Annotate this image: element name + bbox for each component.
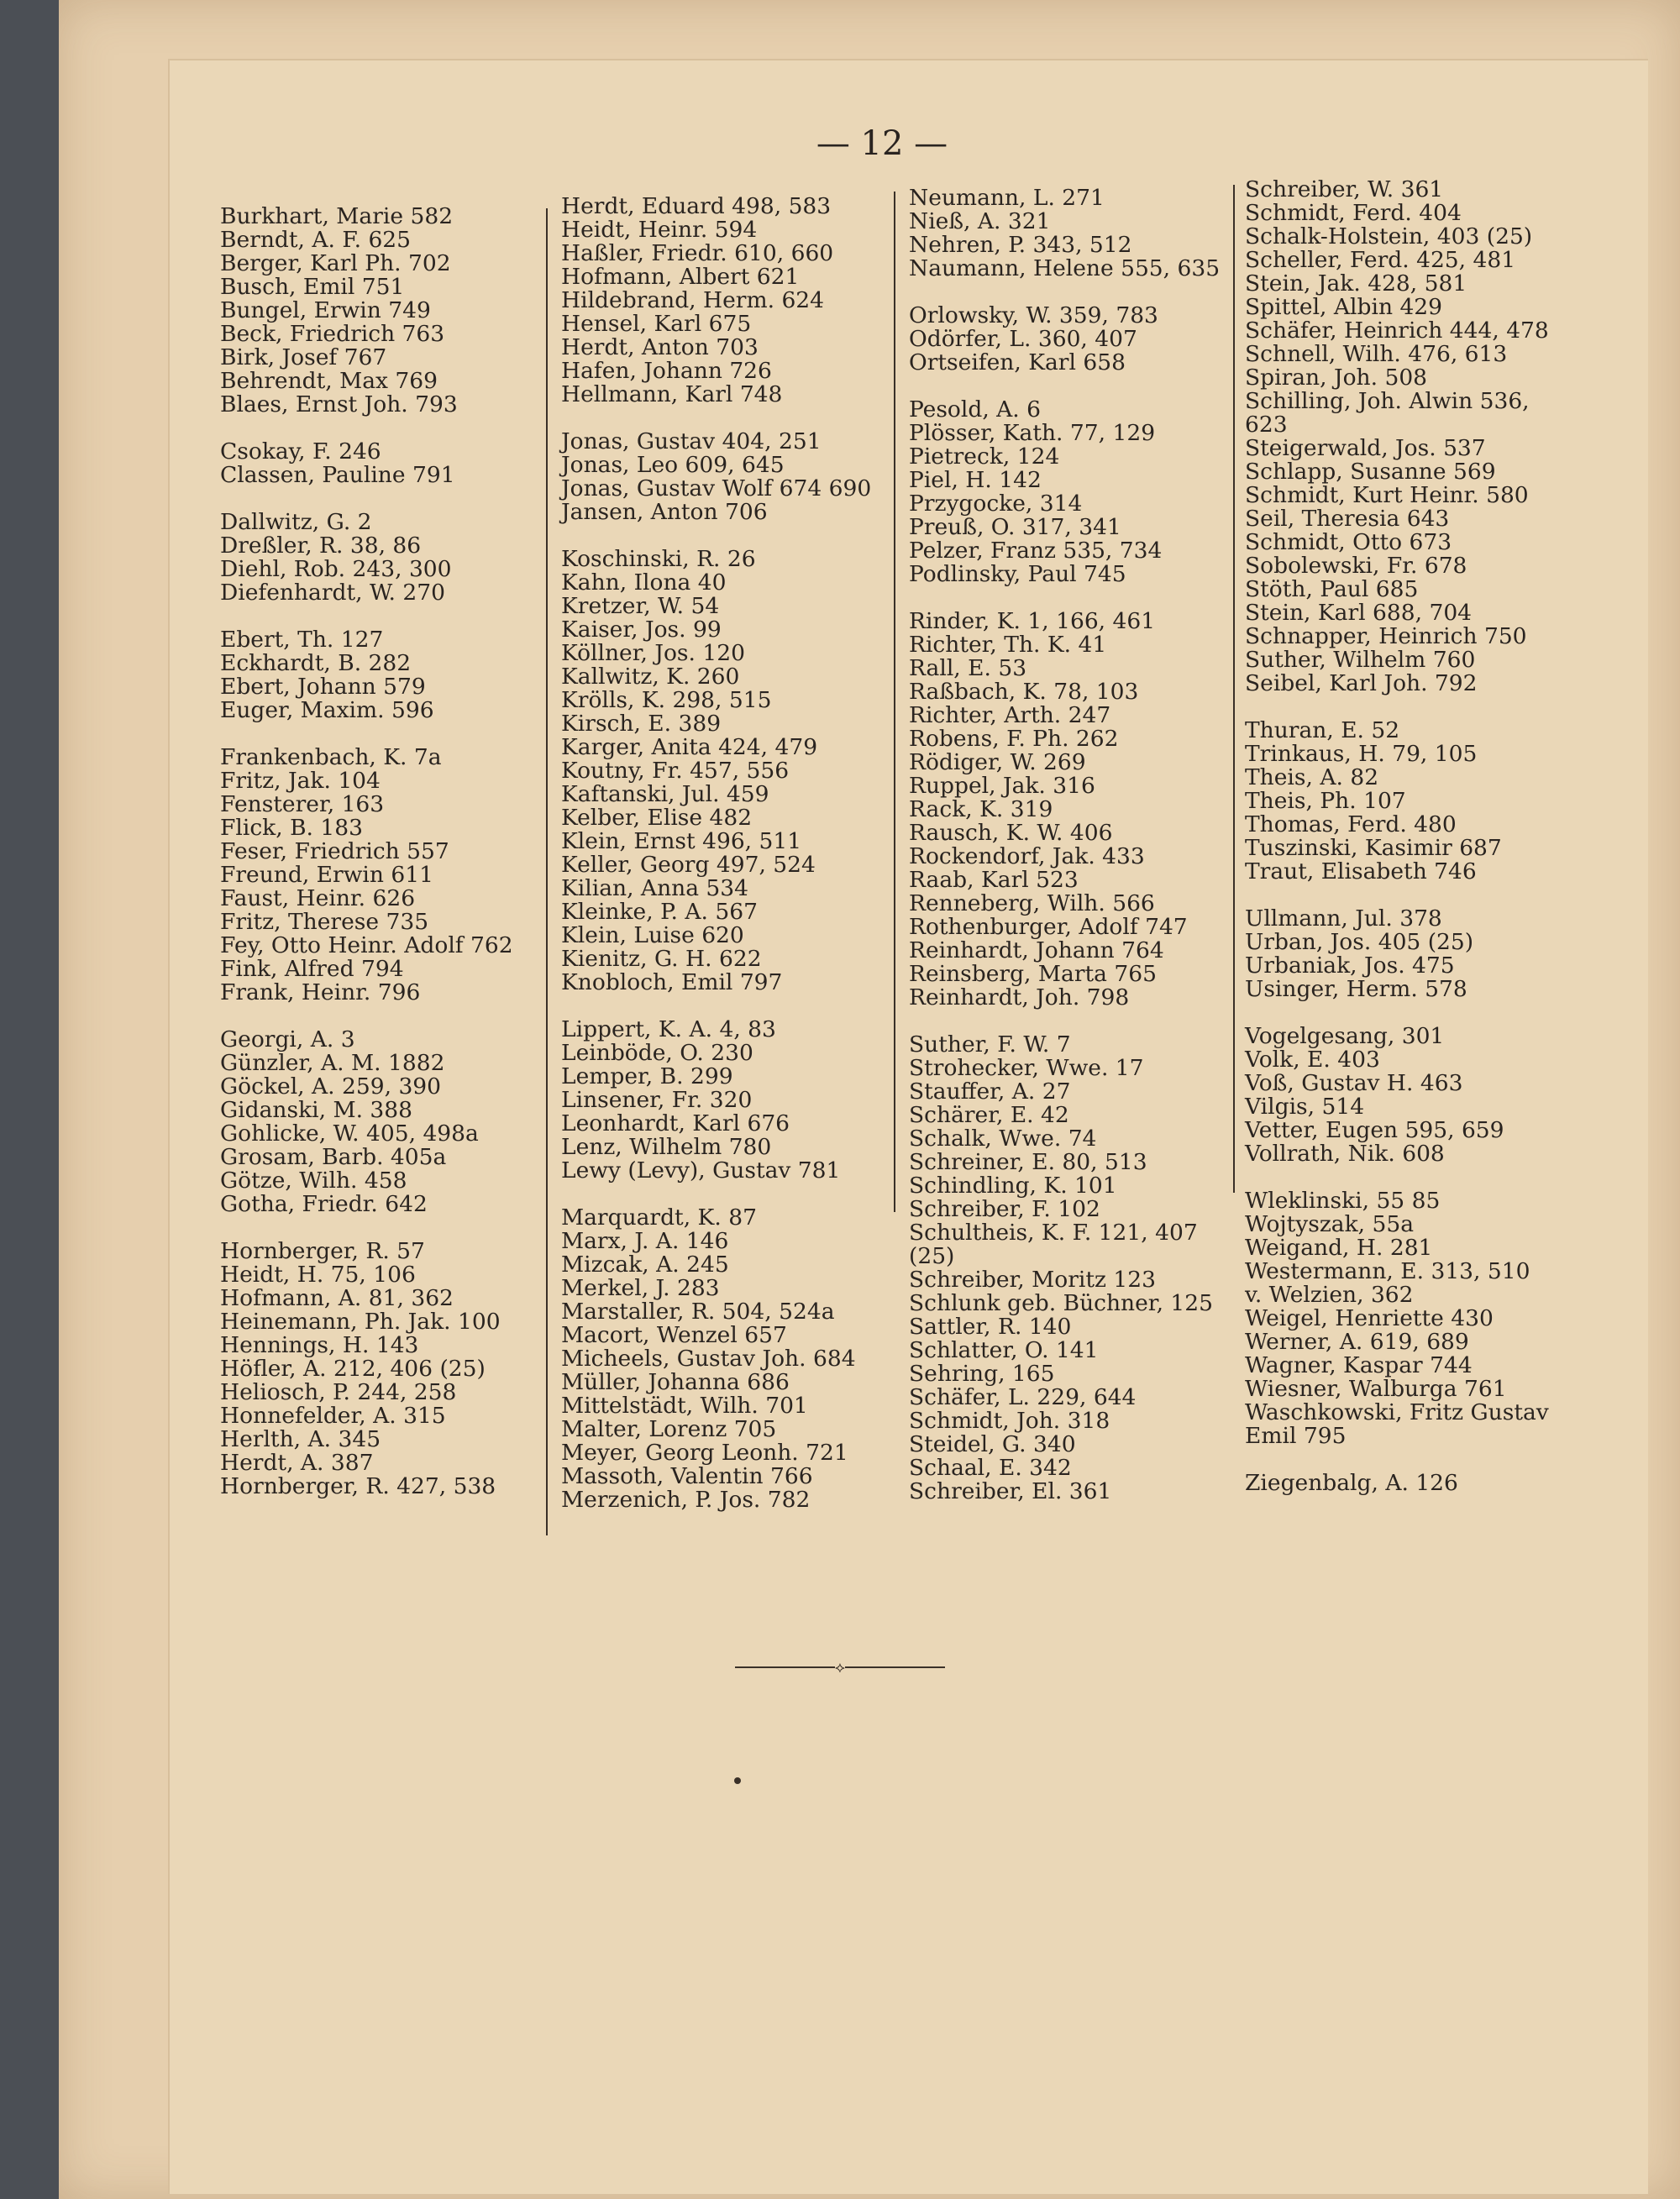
index-entry: Kaiser, Jos. 99	[561, 617, 722, 643]
index-entry: Meyer, Georg Leonh. 721	[561, 1440, 848, 1466]
index-entry: Heidt, H. 75, 106	[220, 1262, 416, 1288]
index-entry: Sehring, 165	[909, 1361, 1055, 1387]
index-entry: Jonas, Gustav 404, 251	[561, 428, 822, 454]
index-entry: Kallwitz, K. 260	[561, 664, 740, 690]
index-entry: Gotha, Friedr. 642	[220, 1191, 428, 1217]
index-entry: Honnefelder, A. 315	[220, 1403, 446, 1429]
index-entry: Diehl, Rob. 243, 300	[220, 556, 452, 582]
index-entry: Raßbach, K. 78, 103	[909, 679, 1139, 705]
index-entry: Ziegenbalg, A. 126	[1245, 1470, 1458, 1496]
index-entry: Blaes, Ernst Joh. 793	[220, 391, 458, 417]
section-gap	[1245, 1166, 1549, 1189]
index-entry: Merkel, J. 283	[561, 1275, 720, 1301]
index-entry: Micheels, Gustav Joh. 684	[561, 1346, 856, 1372]
index-entry: Beck, Friedrich 763	[220, 321, 445, 347]
index-entry: Usinger, Herm. 578	[1245, 976, 1467, 1002]
index-entry: Piel, H. 142	[909, 467, 1042, 493]
index-entry: Flick, B. 183	[220, 815, 363, 841]
index-entry: Stöth, Paul 685	[1245, 576, 1419, 602]
index-entry: Hennings, H. 143	[220, 1332, 419, 1358]
index-entry: Stein, Karl 688, 704	[1245, 600, 1473, 626]
index-entry: Lemper, B. 299	[561, 1063, 733, 1089]
index-entry: Busch, Emil 751	[220, 274, 405, 300]
index-entry: Kretzer, W. 54	[561, 593, 720, 619]
index-entry: Wagner, Kaspar 744	[1245, 1352, 1473, 1378]
index-entry: Steigerwald, Jos. 537	[1245, 435, 1486, 461]
index-entry: Kilian, Anna 534	[561, 875, 749, 901]
index-entry: Pelzer, Franz 535, 734	[909, 538, 1163, 564]
index-entry: Hofmann, A. 81, 362	[220, 1285, 454, 1311]
index-entry: Lenz, Wilhelm 780	[561, 1134, 772, 1160]
index-entry: Krölls, K. 298, 515	[561, 687, 772, 713]
index-entry: Faust, Heinr. 626	[220, 885, 416, 911]
index-entry: Frankenbach, K. 7a	[220, 744, 442, 770]
index-entry: Suther, F. W. 7	[909, 1031, 1071, 1058]
index-entry: Herlth, A. 345	[220, 1426, 381, 1452]
index-entry: Heliosch, P. 244, 258	[220, 1379, 457, 1405]
index-entry: Vollrath, Nik. 608	[1245, 1141, 1445, 1167]
index-entry: Burkhart, Marie 582	[220, 203, 454, 229]
index-entry: Klein, Luise 620	[561, 922, 744, 948]
index-entry: Vetter, Eugen 595, 659	[1245, 1117, 1504, 1143]
index-entry: Jonas, Leo 609, 645	[561, 452, 785, 478]
index-entry: Berger, Karl Ph. 702	[220, 250, 451, 276]
index-entry: Marquardt, K. 87	[561, 1204, 757, 1231]
index-entry: Traut, Elisabeth 746	[1245, 858, 1477, 884]
index-entry: Klein, Ernst 496, 511	[561, 828, 802, 854]
index-entry: Grosam, Barb. 405a	[220, 1144, 447, 1170]
column-divider	[546, 208, 548, 1535]
index-entry: Ullmann, Jul. 378	[1245, 905, 1442, 932]
index-entry: Birk, Josef 767	[220, 344, 387, 370]
index-entry: Götze, Wilh. 458	[220, 1168, 407, 1194]
index-entry: Suther, Wilhelm 760	[1245, 647, 1476, 673]
index-entry: Ebert, Th. 127	[220, 627, 384, 653]
index-entry: Bungel, Erwin 749	[220, 297, 431, 323]
index-entry: Malter, Lorenz 705	[561, 1416, 777, 1442]
section-gap	[220, 1005, 513, 1028]
index-entry: Marx, J. A. 146	[561, 1228, 729, 1254]
index-entry: Ebert, Johann 579	[220, 674, 426, 700]
index-entry: Pesold, A. 6	[909, 396, 1042, 422]
index-entry: Reinsberg, Marta 765	[909, 961, 1157, 987]
index-entry: Schreiber, El. 361	[909, 1478, 1112, 1504]
index-entry: Emil 795	[1245, 1423, 1347, 1449]
ornament-icon: ⟡	[835, 1658, 845, 1677]
index-entry: Kelber, Elise 482	[561, 805, 753, 831]
index-entry: Hellmann, Karl 748	[561, 381, 783, 407]
section-gap	[561, 1183, 871, 1206]
column-divider	[894, 192, 895, 1212]
index-entry: Theis, A. 82	[1245, 764, 1379, 790]
index-entry: Rothenburger, Adolf 747	[909, 914, 1188, 940]
index-entry: Sattler, R. 140	[909, 1314, 1072, 1340]
index-entry: Rall, E. 53	[909, 655, 1027, 681]
section-gap	[561, 407, 871, 430]
index-entry: Plösser, Kath. 77, 129	[909, 420, 1156, 446]
index-entry: Euger, Maxim. 596	[220, 697, 434, 723]
index-entry: Preuß, O. 317, 341	[909, 514, 1121, 540]
index-entry: Hildebrand, Herm. 624	[561, 287, 825, 313]
index-entry: Neumann, L. 271	[909, 185, 1105, 211]
index-entry: Schärer, E. 42	[909, 1102, 1069, 1128]
index-entry: Raab, Karl 523	[909, 867, 1079, 893]
index-entry: Przygocke, 314	[909, 491, 1083, 517]
name-index-column-3	[909, 186, 1220, 1504]
index-entry: Berndt, A. F. 625	[220, 227, 412, 253]
index-entry: Robens, F. Ph. 262	[909, 726, 1119, 752]
index-entry: Leinböde, O. 230	[561, 1040, 753, 1066]
index-entry: Weigand, H. 281	[1245, 1235, 1433, 1261]
index-entry: Schäfer, Heinrich 444, 478	[1245, 318, 1549, 344]
name-index-column-4	[1245, 178, 1549, 1495]
name-index-column-2	[561, 195, 871, 1512]
index-entry: Göckel, A. 259, 390	[220, 1073, 442, 1100]
page-dot	[734, 1777, 741, 1784]
index-entry: Hofmann, Albert 621	[561, 264, 800, 290]
index-entry: Naumann, Helene 555, 635	[909, 255, 1221, 281]
index-entry: Jonas, Gustav Wolf 674 690	[561, 475, 872, 501]
index-entry: Classen, Pauline 791	[220, 462, 455, 488]
section-gap	[1245, 884, 1549, 907]
index-entry: Scheller, Ferd. 425, 481	[1245, 247, 1516, 273]
index-entry: Rausch, K. W. 406	[909, 820, 1113, 846]
index-entry: Ortseifen, Karl 658	[909, 349, 1126, 375]
section-gap	[1245, 1001, 1549, 1025]
index-entry: Heidt, Heinr. 594	[561, 217, 758, 243]
index-entry: (25)	[909, 1243, 955, 1269]
index-entry: Vogelgesang, 301	[1245, 1023, 1445, 1049]
index-entry: Fensterer, 163	[220, 791, 385, 817]
index-entry: Herdt, A. 387	[220, 1450, 374, 1476]
ornament-line-right	[845, 1666, 945, 1668]
index-entry: Csokay, F. 246	[220, 438, 381, 464]
index-entry: Schmidt, Ferd. 404	[1245, 200, 1462, 226]
index-entry: Volk, E. 403	[1245, 1047, 1380, 1073]
index-entry: Müller, Johanna 686	[561, 1369, 790, 1395]
index-entry: Schlapp, Susanne 569	[1245, 459, 1496, 485]
index-entry: Schaal, E. 342	[909, 1455, 1072, 1481]
page-number: — 12 —	[816, 124, 948, 163]
index-entry: Seil, Theresia 643	[1245, 506, 1450, 532]
section-gap	[220, 417, 513, 440]
index-entry: Trinkaus, H. 79, 105	[1245, 741, 1478, 767]
index-entry: Dreßler, R. 38, 86	[220, 533, 422, 559]
index-entry: Schreiner, E. 80, 513	[909, 1149, 1147, 1175]
index-entry: Feser, Friedrich 557	[220, 838, 449, 864]
index-entry: Odörfer, L. 360, 407	[909, 326, 1137, 352]
section-gap	[220, 722, 513, 746]
index-entry: Stein, Jak. 428, 581	[1245, 270, 1467, 297]
index-entry: Schäfer, L. 229, 644	[909, 1384, 1137, 1410]
end-ornament	[735, 1659, 945, 1676]
index-entry: Hensel, Karl 675	[561, 311, 752, 337]
index-entry: Rack, K. 319	[909, 796, 1053, 822]
index-entry: Lewy (Levy), Gustav 781	[561, 1157, 841, 1183]
index-entry: Karger, Anita 424, 479	[561, 734, 818, 760]
index-entry: Richter, Th. K. 41	[909, 632, 1107, 658]
section-gap	[909, 281, 1220, 304]
index-entry: Koschinski, R. 26	[561, 546, 756, 572]
index-entry: Höfler, A. 212, 406 (25)	[220, 1356, 486, 1382]
index-entry: Rinder, K. 1, 166, 461	[909, 608, 1156, 634]
index-entry: Schreiber, F. 102	[909, 1196, 1100, 1222]
index-entry: Gidanski, M. 388	[220, 1097, 413, 1123]
index-entry: Richter, Arth. 247	[909, 702, 1111, 728]
index-entry: Hornberger, R. 427, 538	[220, 1473, 496, 1499]
index-entry: Behrendt, Max 769	[220, 368, 438, 394]
index-entry: Schmidt, Otto 673	[1245, 529, 1452, 555]
index-entry: Diefenhardt, W. 270	[220, 580, 445, 606]
index-entry: Ruppel, Jak. 316	[909, 773, 1095, 799]
index-entry: Spiran, Joh. 508	[1245, 365, 1428, 391]
name-index-column-1	[220, 205, 513, 1498]
index-entry: Koutny, Fr. 457, 556	[561, 758, 790, 784]
index-entry: Hafen, Johann 726	[561, 358, 772, 384]
index-entry: Schindling, K. 101	[909, 1173, 1117, 1199]
index-entry: Kaftanski, Jul. 459	[561, 781, 769, 807]
index-entry: Merzenich, P. Jos. 782	[561, 1487, 811, 1513]
index-entry: Weigel, Henriette 430	[1245, 1305, 1494, 1331]
index-entry: Orlowsky, W. 359, 783	[909, 302, 1158, 328]
index-entry: Knobloch, Emil 797	[561, 969, 783, 995]
index-entry: Waschkowski, Fritz Gustav	[1245, 1399, 1549, 1425]
index-entry: Macort, Wenzel 657	[561, 1322, 787, 1348]
section-gap	[909, 375, 1220, 398]
index-entry: Schmidt, Kurt Heinr. 580	[1245, 482, 1529, 508]
index-entry: Köllner, Jos. 120	[561, 640, 745, 666]
index-entry: Wojtyszak, 55a	[1245, 1211, 1415, 1237]
index-entry: Kahn, Ilona 40	[561, 569, 727, 596]
index-entry: Marstaller, R. 504, 524a	[561, 1299, 835, 1325]
index-entry: Vilgis, 514	[1245, 1094, 1365, 1120]
index-entry: Reinhardt, Joh. 798	[909, 984, 1130, 1010]
index-entry: Podlinsky, Paul 745	[909, 561, 1126, 587]
index-entry: Jansen, Anton 706	[561, 499, 768, 525]
index-entry: Thomas, Ferd. 480	[1245, 811, 1457, 837]
index-entry: Renneberg, Wilh. 566	[909, 890, 1155, 916]
index-entry: Westermann, E. 313, 510	[1245, 1258, 1530, 1284]
index-entry: Thuran, E. 52	[1245, 717, 1400, 743]
index-entry: Schalk-Holstein, 403 (25)	[1245, 223, 1533, 249]
index-entry: Kleinke, P. A. 567	[561, 899, 758, 925]
index-entry: Günzler, A. M. 1882	[220, 1050, 445, 1076]
index-entry: Nehren, P. 343, 512	[909, 232, 1132, 258]
index-entry: Voß, Gustav H. 463	[1245, 1070, 1463, 1096]
index-entry: Rödiger, W. 269	[909, 749, 1086, 775]
index-entry: Fey, Otto Heinr. Adolf 762	[220, 932, 513, 958]
section-gap	[220, 1216, 513, 1240]
index-entry: Heinemann, Ph. Jak. 100	[220, 1309, 501, 1335]
index-entry: Schalk, Wwe. 74	[909, 1126, 1097, 1152]
index-entry: Urban, Jos. 405 (25)	[1245, 929, 1474, 955]
index-entry: Schreiber, W. 361	[1245, 176, 1444, 202]
index-entry: Schmidt, Joh. 318	[909, 1408, 1110, 1434]
index-entry: Pietreck, 124	[909, 443, 1060, 470]
section-gap	[220, 605, 513, 628]
index-entry: 623	[1245, 412, 1288, 438]
index-entry: Schnapper, Heinrich 750	[1245, 623, 1527, 649]
section-gap	[561, 995, 871, 1018]
ornament-line-left	[735, 1666, 835, 1668]
index-entry: Eckhardt, B. 282	[220, 650, 412, 676]
index-entry: Herdt, Eduard 498, 583	[561, 193, 832, 219]
index-entry: Nieß, A. 321	[909, 208, 1051, 234]
section-gap	[1245, 1448, 1549, 1472]
index-entry: Lippert, K. A. 4, 83	[561, 1016, 776, 1042]
index-entry: Sobolewski, Fr. 678	[1245, 553, 1467, 579]
index-entry: Werner, A. 619, 689	[1245, 1329, 1469, 1355]
index-entry: Herdt, Anton 703	[561, 334, 759, 360]
index-entry: Schlatter, O. 141	[909, 1337, 1099, 1363]
index-entry: Schilling, Joh. Alwin 536,	[1245, 388, 1530, 414]
index-entry: Haßler, Friedr. 610, 660	[561, 240, 834, 266]
index-entry: Keller, Georg 497, 524	[561, 852, 816, 878]
section-gap	[909, 1010, 1220, 1033]
index-entry: Fink, Alfred 794	[220, 956, 404, 982]
index-entry: Spittel, Albin 429	[1245, 294, 1443, 320]
index-entry: Fritz, Therese 735	[220, 909, 429, 935]
index-entry: Seibel, Karl Joh. 792	[1245, 670, 1478, 696]
index-entry: Kienitz, G. H. 622	[561, 946, 762, 972]
index-entry: Hornberger, R. 57	[220, 1238, 425, 1264]
index-entry: Rockendorf, Jak. 433	[909, 843, 1145, 869]
index-entry: Steidel, G. 340	[909, 1431, 1076, 1457]
index-entry: Schreiber, Moritz 123	[909, 1267, 1156, 1293]
index-entry: Schnell, Wilh. 476, 613	[1245, 341, 1508, 367]
index-entry: Wiesner, Walburga 761	[1245, 1376, 1507, 1402]
index-entry: Dallwitz, G. 2	[220, 509, 372, 535]
column-divider	[1233, 185, 1235, 1193]
index-entry: Mittelstädt, Wilh. 701	[561, 1393, 808, 1419]
index-entry: Stauffer, A. 27	[909, 1079, 1071, 1105]
index-entry: Freund, Erwin 611	[220, 862, 433, 888]
index-entry: Fritz, Jak. 104	[220, 768, 381, 794]
index-entry: Schultheis, K. F. 121, 407	[909, 1220, 1198, 1246]
section-gap	[1245, 695, 1549, 719]
section-gap	[561, 524, 871, 548]
index-entry: v. Welzien, 362	[1245, 1282, 1414, 1308]
section-gap	[220, 487, 513, 511]
index-entry: Wleklinski, 55 85	[1245, 1188, 1441, 1214]
index-entry: Leonhardt, Karl 676	[561, 1110, 790, 1136]
index-entry: Reinhardt, Johann 764	[909, 937, 1164, 963]
index-entry: Linsener, Fr. 320	[561, 1087, 753, 1113]
index-entry: Urbaniak, Jos. 475	[1245, 953, 1455, 979]
index-entry: Gohlicke, W. 405, 498a	[220, 1120, 479, 1147]
index-entry: Theis, Ph. 107	[1245, 788, 1406, 814]
section-gap	[909, 586, 1220, 610]
index-entry: Kirsch, E. 389	[561, 711, 722, 737]
index-entry: Mizcak, A. 245	[561, 1252, 729, 1278]
index-entry: Frank, Heinr. 796	[220, 979, 421, 1005]
index-entry: Georgi, A. 3	[220, 1026, 355, 1052]
index-entry: Tuszinski, Kasimir 687	[1245, 835, 1502, 861]
index-entry: Schlunk geb. Büchner, 125	[909, 1290, 1213, 1316]
index-entry: Strohecker, Wwe. 17	[909, 1055, 1144, 1081]
index-entry: Massoth, Valentin 766	[561, 1463, 813, 1489]
